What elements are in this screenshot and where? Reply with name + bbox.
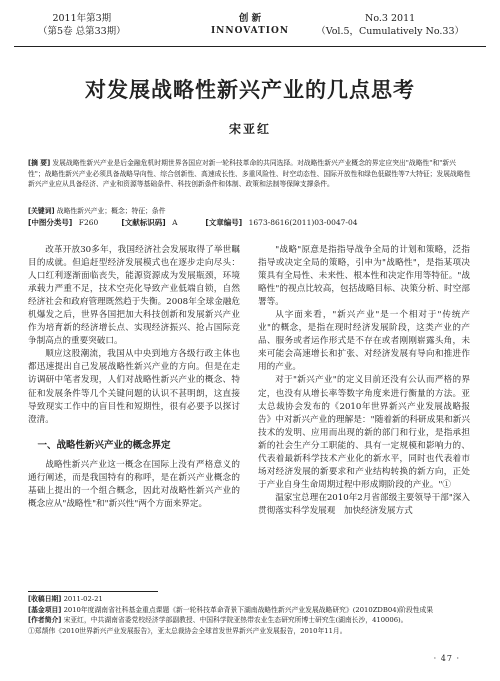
received-value: 2011-02-21 [63, 595, 103, 603]
header-issue-en [316, 12, 464, 38]
classification-row [28, 218, 472, 229]
fund-value: 2010年度湖南省社科基金重点课题《新一轮科技革命背景下湖南战略性新兴产业发展战略研究》(2010ZDB04)阶段性成果 [63, 605, 434, 614]
header-issue-en-line1: No.3 2011 [365, 13, 416, 24]
abstract [28, 158, 472, 190]
footnote-divider [28, 591, 158, 592]
header-issue-en-line2: （Vol.5，Cumulatively No.33） [316, 26, 464, 37]
body-column-left [28, 244, 240, 511]
author-bio-value: 宋亚红，中共湖南省委党校经济学部副教授、中国科学院亚热带农业生态研究所博士研究生(湖南长沙，410006)。 [63, 616, 408, 625]
header-journal-en: INNOVATION [210, 26, 290, 36]
footnote-received [28, 594, 472, 605]
body-paragraph: 战略性新兴产业这一概念在国际上没有严格意义的通行阐述，而是我国特有的称呼，是在新兴产业概念的基础上提出的一个组合概念，因此对战略性新兴产业的概念应从"战略性"和"新兴性"两个方面来界定。 [28, 459, 240, 509]
doc-code-value: A [172, 218, 178, 227]
clc-label: [中图分类号] [28, 218, 73, 227]
doc-code-label: [文献标识码] [121, 218, 166, 227]
footnote-fund [28, 605, 472, 616]
body-paragraph: 改革开放30多年，我国经济社会发展取得了举世瞩目的成就。但追赶型经济发展模式也在逐步走向尽头：人口红利逐渐面临丧失，能源资源成为发展瓶颈，环境承载力严重不足，技术空壳化导致产业低端自锁，自然经济社会和政府管理既然趋于失衡。2008年全球金融危机爆发之后，世界各国把加大科技创新和发展新兴产业作为培育新的经济增长点、实现经济振兴、抢占国际竞争制高点的重要突破口。 [28, 245, 240, 347]
body-paragraph: 对于"新兴产业"的定义目前还没有公认而严格的界定，也没有从增长率等数字角度来进行衡量的方法。亚太总裁协会发布的《2010年世界新兴产业发展战略报告》中对新兴产业的理解是："随着新的科研成果和新兴技术的发明、应用而出现的新的部门和行业，是指承担新的社会生产分工职能的、具有一定规模和影响力的、代表着最新科学技术产业化的新水平，同时也代表着市场对经济发展的新要求和产业结构转换的新方向，正处于产业自身生命周期过程中形成期阶段的产业。"① [258, 375, 470, 490]
footnote-author [28, 615, 472, 626]
article-title: 对发展战略性新兴产业的几点思考 [85, 78, 415, 102]
abstract-label: [摘 要] [28, 159, 51, 167]
article-author: 宋亚红 [228, 122, 271, 136]
article-id-value: 1673-8616(2011)03-0047-04 [248, 218, 358, 227]
clc-value: F260 [78, 218, 99, 227]
keywords-text: 战略性新兴产业；概念；特征；条件 [56, 207, 166, 215]
received-label: [收稿日期] [28, 595, 62, 603]
section-heading: 一、战略性新兴产业的概念界定 [37, 439, 171, 451]
footnotes [28, 594, 472, 636]
keywords [28, 206, 472, 217]
body-paragraph: 温家宝总理在2010年2月省部级主要领导干部"深入贯彻落实科学发展观 加快经济发展方式 [258, 492, 470, 516]
body-column-right [258, 244, 470, 518]
page-number: · 47 · [433, 654, 460, 663]
body-paragraph: "战略"原意是指指导战争全局的计划和策略，泛指指导或决定全局的策略，引申为"战略性"，是指某项决策具有全局性、未来性、根本性和决定作用等特征。"战略性"的视点比较高，包括战略目标、决策分析、时空部署等。 [258, 245, 470, 308]
author-bio-label: [作者简介] [28, 616, 62, 625]
header-issue-line1: 2011年第3期 [52, 13, 112, 24]
article-id-label: [文章编号] [205, 218, 243, 227]
abstract-text: 发展战略性新兴产业是后金融危机时期世界各国应对新一轮科技革命的共同选择。对战略性新兴产业概念的界定应突出"战略性"和"新兴性"；战略性新兴产业必须具备战略导向性、综合创新性、高速成长性、多重风险性、时空动态性、国际开放性和绿色低碳性等7大特征；发展战略性新兴产业应从具备经济、产业和资源等基础条件、科技创新条件和体制、政策和法制等保障支撑条件。 [28, 159, 471, 188]
fund-label: [基金项目] [28, 605, 62, 614]
footnote-note-1: ①郑颉伟《2010世界新兴产业发展报告》，亚太总裁协会全球首发世界新兴产业发展报告，2010年11月。 [28, 626, 347, 635]
keywords-label: [关键词] [28, 207, 55, 215]
header-issue-line2: （第5卷 总第33期） [38, 26, 126, 37]
journal-header [14, 10, 486, 47]
body-paragraph: 顺应这股潮流，我国从中央到地方各级行政主体也都迅速提出自己发展战略性新兴产业的方向。但是在走访调研中笔者发现，人们对战略性新兴产业的概念、特征和发展条件等几个关键问题的认识不甚明朗，这直接导致现实工作中的盲目性和短期性，很有必要予以探讨澄清。 [28, 349, 240, 425]
header-journal-cn: 创 新 [238, 13, 262, 24]
body-paragraph: 从字面来看，"新兴产业"是一个相对于"传统产业"的概念，是指在现时经济发展阶段，这类产业的产品、服务或者运作形式是不存在或者刚刚崭露头角，未来可能会高速增长和扩张、对经济发展有导向和推进作用的产业。 [258, 310, 470, 373]
